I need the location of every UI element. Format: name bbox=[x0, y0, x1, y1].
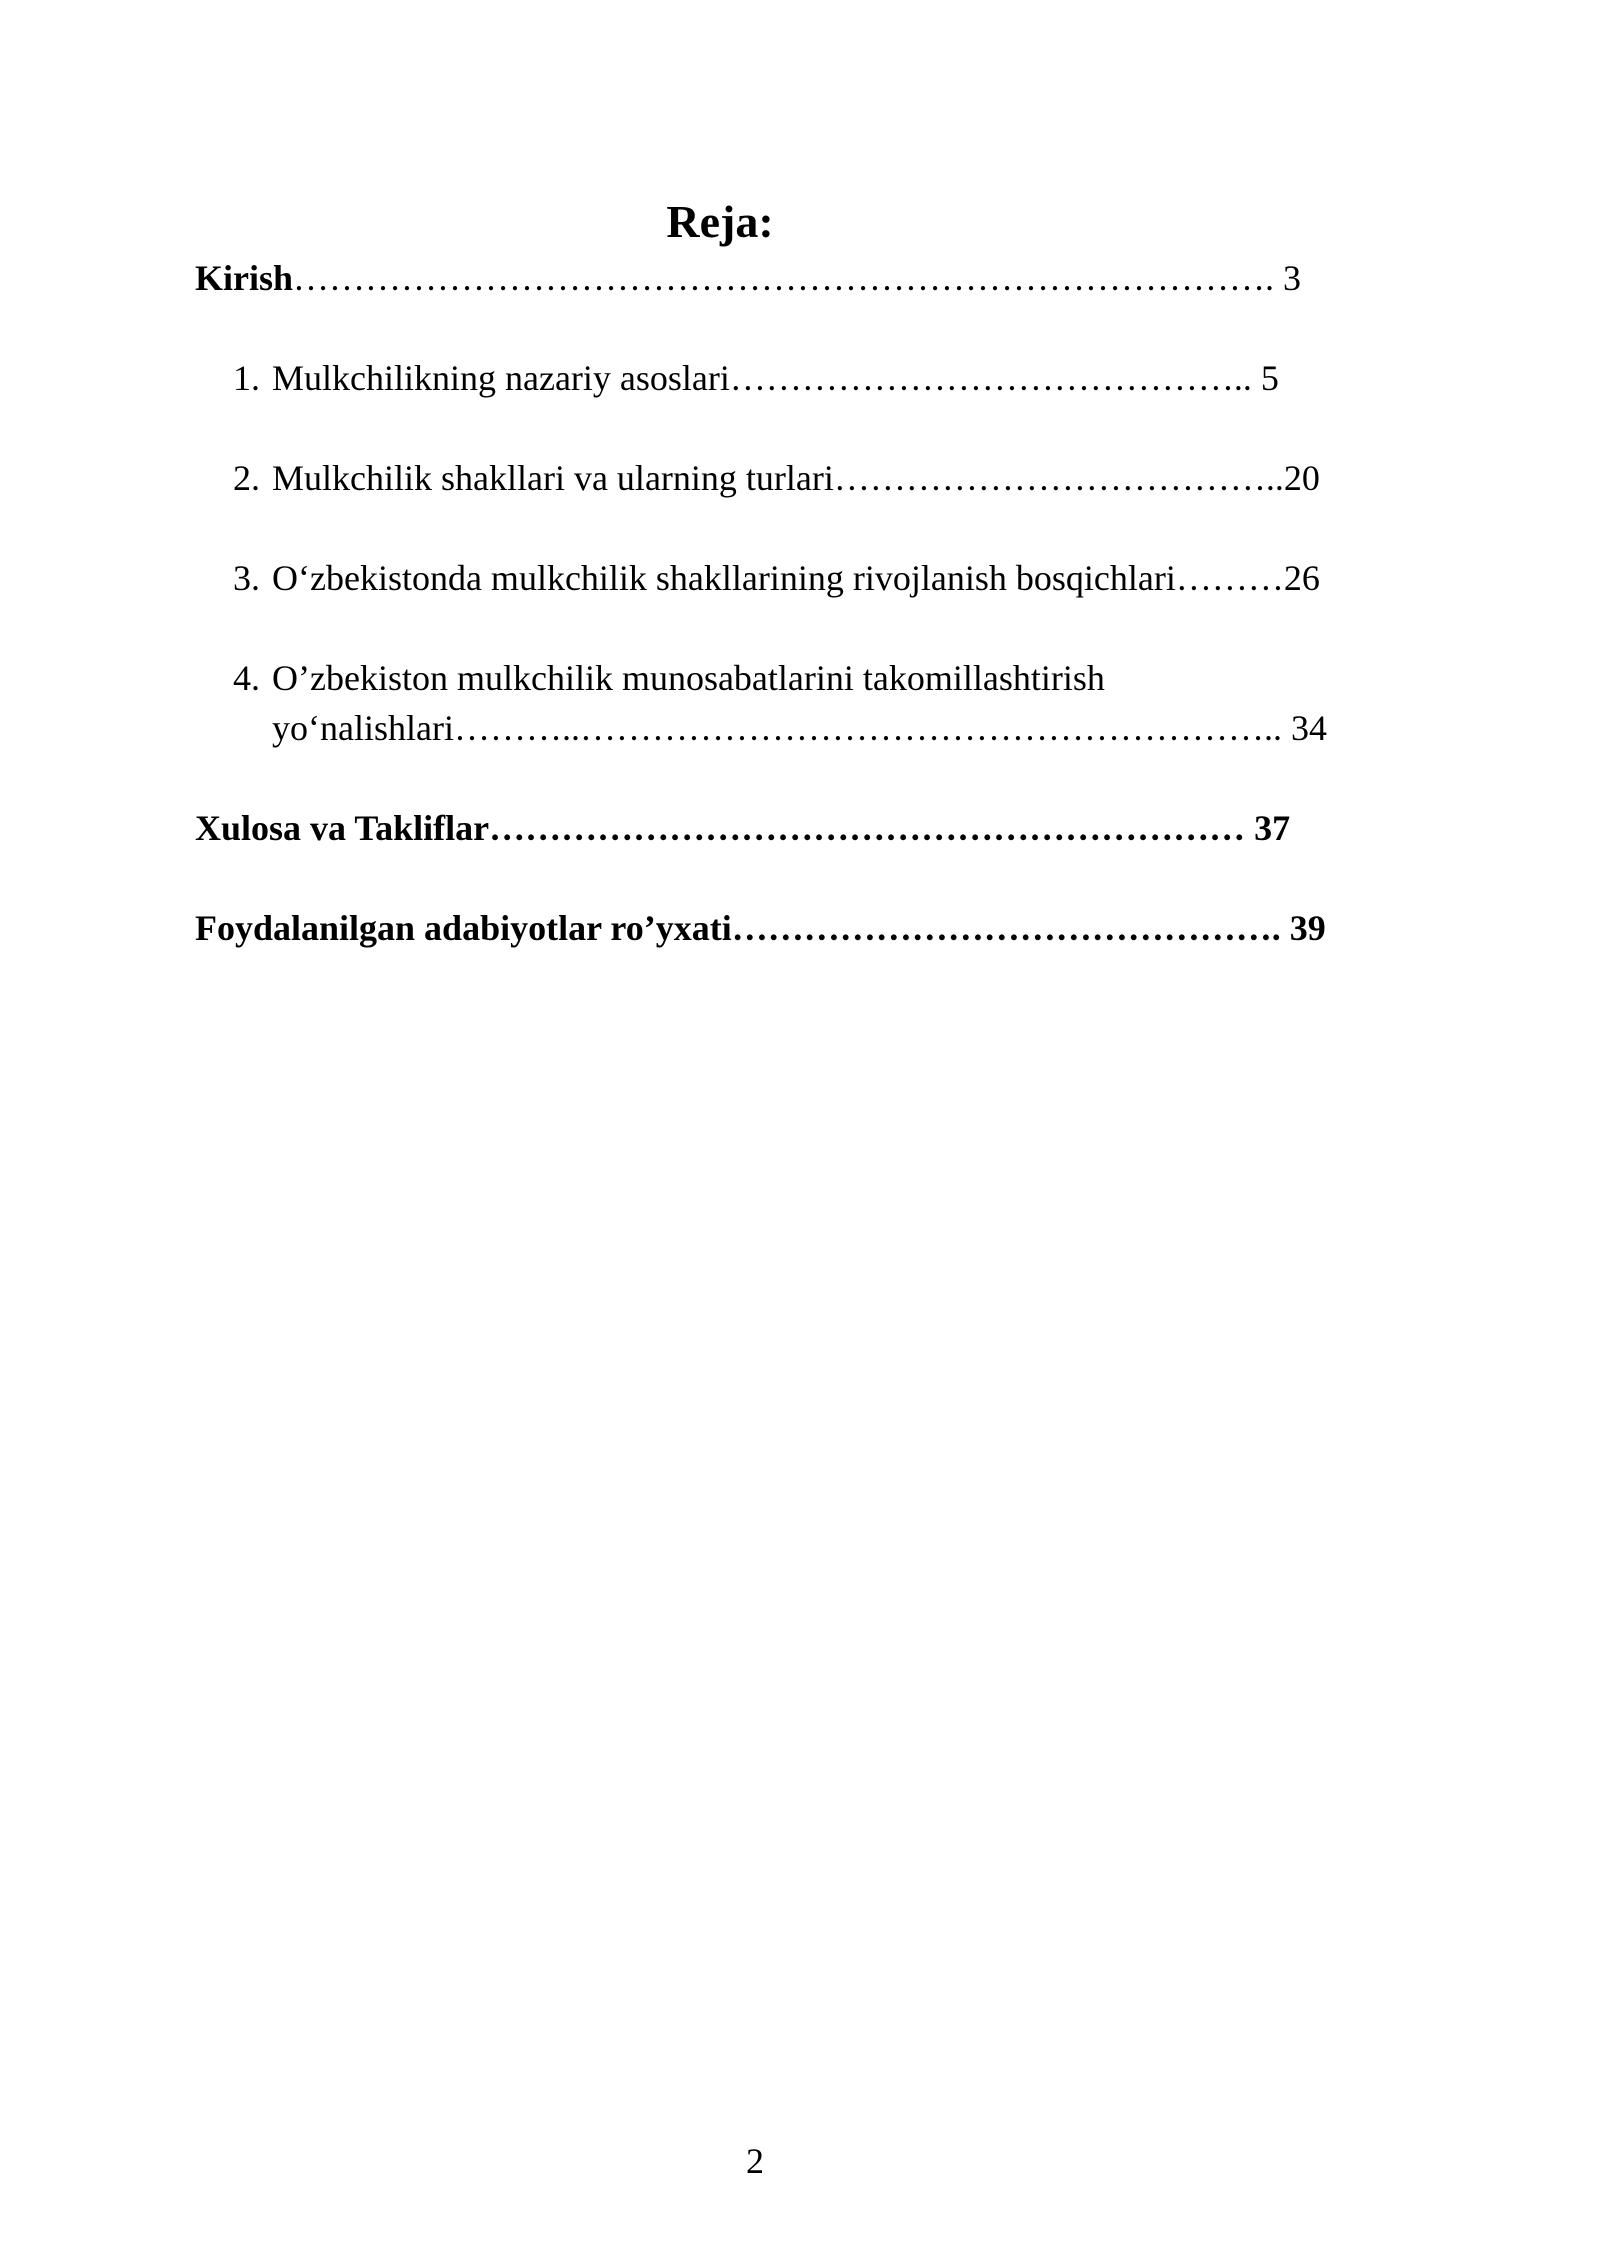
toc-label: Kirish bbox=[195, 258, 294, 298]
page-number: 2 bbox=[746, 2141, 764, 2181]
toc-dots: ……… bbox=[1175, 558, 1284, 598]
toc-label: O‘zbekistonda mulkchilik shakllarining rivojlanish bosqichlari bbox=[272, 558, 1176, 598]
toc-entry-references bbox=[195, 903, 1326, 953]
toc-entry-1 bbox=[233, 353, 1279, 403]
toc-page-number: . 3 bbox=[1265, 258, 1302, 298]
toc-label: O’zbekiston mulkchilik munosabatlarini takomillashtirish bbox=[272, 658, 1105, 698]
page-title: Reja: bbox=[666, 196, 774, 247]
toc-item-number: 4. bbox=[233, 658, 260, 698]
toc-entry-4-line-2 bbox=[272, 703, 1327, 753]
toc-page-number: 20 bbox=[1283, 458, 1320, 498]
toc-dots: ……………………………………………………………………… bbox=[293, 258, 1266, 298]
toc-page-number: 34 bbox=[1281, 708, 1327, 748]
toc-dots: ……………………………………………………… bbox=[489, 808, 1246, 848]
toc-dots: ………..………………………………………………….. bbox=[453, 708, 1282, 748]
toc-entry-intro bbox=[195, 253, 1301, 303]
toc-entry-2 bbox=[233, 453, 1320, 503]
toc-entry-3 bbox=[233, 553, 1320, 603]
toc-item-number: 1. bbox=[233, 358, 260, 398]
toc-label: Foydalanilgan adabiyotlar ro’yxati bbox=[195, 908, 732, 948]
toc-page-number: 26 bbox=[1283, 558, 1320, 598]
toc-dots: ……………………………….. bbox=[833, 458, 1284, 498]
toc-entry-4-line-1 bbox=[233, 653, 1105, 703]
toc-entry-conclusion bbox=[195, 803, 1290, 853]
toc-label: Mulkchilikning nazariy asoslari bbox=[272, 358, 730, 398]
toc-dots: …………………………………….. bbox=[729, 358, 1252, 398]
toc-dots: ……………………………………… bbox=[731, 908, 1272, 948]
toc-label: Mulkchilik shakllari va ularning turlari bbox=[272, 458, 834, 498]
toc-item-number: 3. bbox=[233, 558, 260, 598]
toc-page-number: 5 bbox=[1251, 358, 1279, 398]
toc-page-number: . 39 bbox=[1271, 908, 1326, 948]
toc-label: Xulosa va Takliflar bbox=[195, 808, 490, 848]
toc-item-number: 2. bbox=[233, 458, 260, 498]
toc-label-continued: yo‘nalishlari bbox=[272, 708, 454, 748]
toc-page-number: 37 bbox=[1245, 808, 1291, 848]
